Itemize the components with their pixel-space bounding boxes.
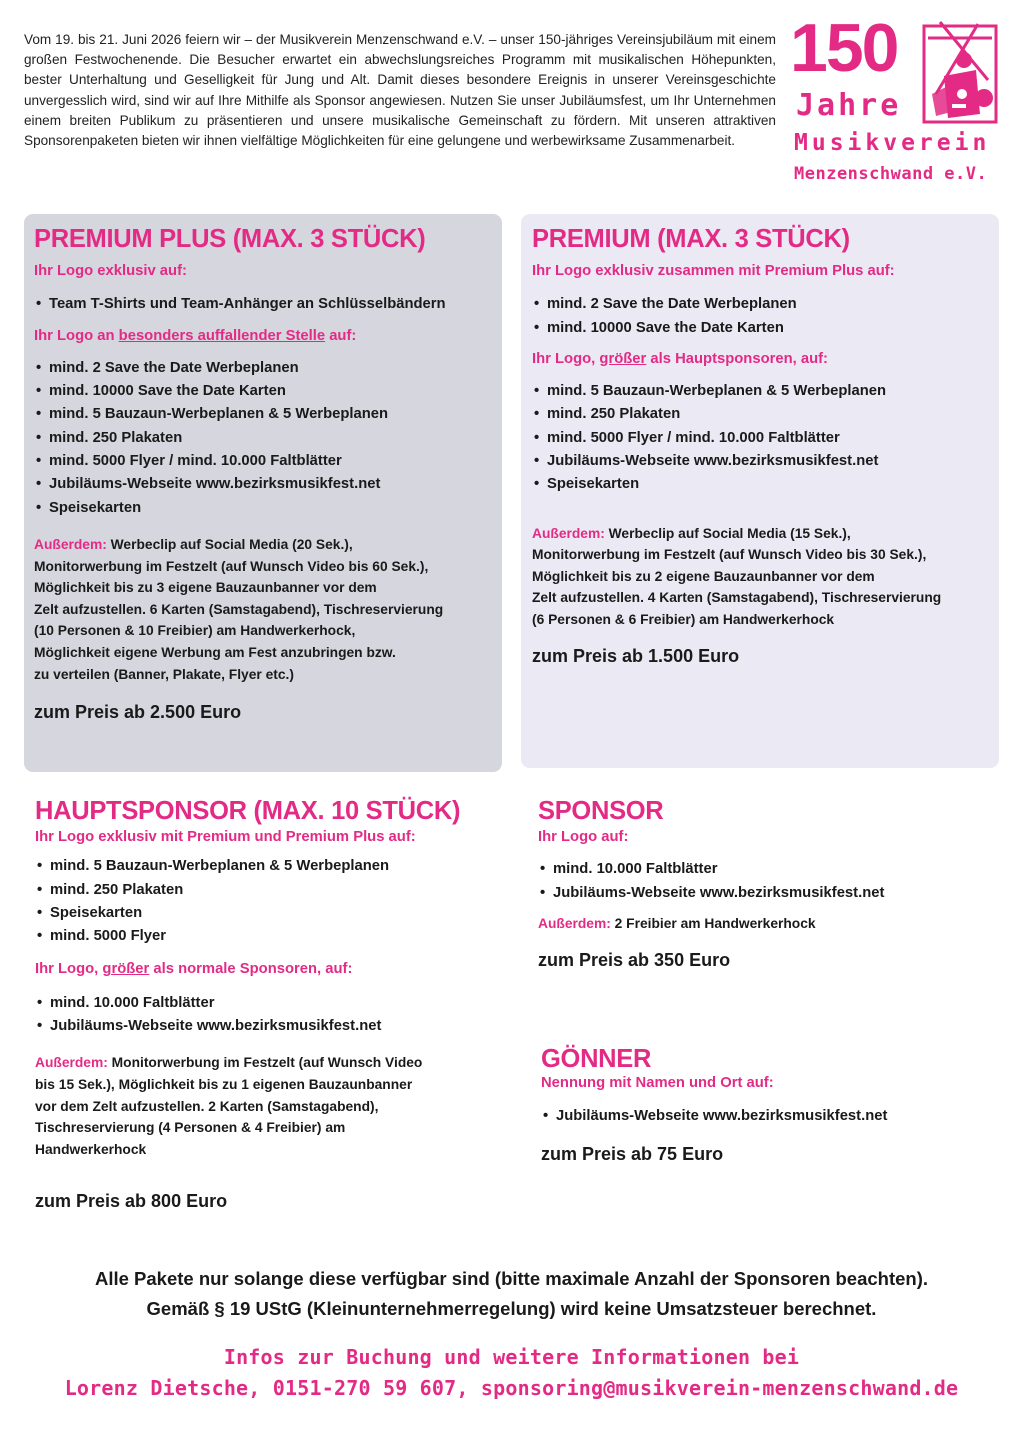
anniversary-logo bbox=[784, 10, 1008, 196]
list-item: • Jubiläums-Webseite www.bezirksmusikfest.net bbox=[35, 1015, 505, 1038]
extra-line: bis 15 Sek.), Möglichkeit bis zu 1 eigenen Bauzaunbanner bbox=[35, 1076, 413, 1092]
goenner-price: zum Preis ab 75 Euro bbox=[541, 1143, 724, 1164]
extra-label: Außerdem: bbox=[538, 915, 611, 931]
sponsor-title: SPONSOR bbox=[538, 797, 664, 825]
premium-price: zum Preis ab 1.500 Euro bbox=[532, 645, 740, 666]
sponsor-sub1: Ihr Logo auf: bbox=[538, 829, 629, 845]
intro-paragraph: Vom 19. bis 21. Juni 2026 feiern wir – der Musikverein Menzenschwand e.V. – unser 150-jähriges Vereinsjubiläum mit einem großen Festwochenende. Die Besucher erwartet ein abwechslungsreiches Programm mit musikalischen Höhepunkten, bester Unterhaltung und Geselligkeit für Jung und Alt. Damit dieses besondere Ereignis in unserer Vereinsgeschichte unvergesslich wird, sind wir auf Ihre Mithilfe als Sponsor angewiesen. Nutzen Sie unser Jubiläumsfest, um Ihr Unternehmen einem breiten Publikum zu präsentieren und unsere musikalische Gemeinschaft zu fördern. Mit unseren attraktiven Sponsorenpaketen bieten wir ihnen vielfältige Möglichkeiten für eine gelungene und werbewirksame Zusammenarbeit. bbox=[24, 32, 776, 149]
extra-line: Zelt aufzustellen. 4 Karten (Samstagabend), Tischreservierung bbox=[532, 590, 942, 606]
list-item: • Team T-Shirts und Team-Anhänger an Schlüsselbändern bbox=[34, 293, 496, 316]
premium-extras bbox=[532, 523, 994, 631]
extra-line: Handwerkerhock bbox=[35, 1141, 147, 1157]
list-item: • Speisekarten bbox=[35, 902, 505, 925]
hauptsponsor-list1 bbox=[35, 855, 505, 948]
footer-contact bbox=[0, 1342, 1023, 1404]
extra-line: zu verteilen (Banner, Plakate, Flyer etc.) bbox=[34, 666, 294, 682]
list-item: • mind. 10.000 Faltblätter bbox=[538, 858, 998, 881]
extra-line: Monitorwerbung im Festzelt (auf Wunsch Video bis 60 Sek.), bbox=[34, 558, 429, 574]
goenner-sub1: Nennung mit Namen und Ort auf: bbox=[541, 1075, 774, 1091]
extra-text: 2 Freibier am Handwerkerhock bbox=[610, 915, 816, 931]
premium-plus-sub1: Ihr Logo exklusiv auf: bbox=[34, 263, 187, 279]
extra-text: Werbeclip auf Social Media (15 Sek.), bbox=[604, 525, 851, 541]
extra-text: Monitorwerbung im Festzelt (auf Wunsch Video bbox=[107, 1055, 423, 1071]
list-item: • mind. 250 Plakaten bbox=[532, 403, 994, 426]
list-item: • mind. 5000 Flyer / mind. 10.000 Faltblätter bbox=[34, 450, 496, 473]
list-item: • mind. 5000 Flyer bbox=[35, 925, 505, 948]
premium-plus-price: zum Preis ab 2.500 Euro bbox=[34, 702, 242, 723]
premium-package bbox=[532, 224, 994, 668]
extra-label: Außerdem: bbox=[34, 536, 107, 552]
logo-menzenschwand: Menzenschwand e.V. bbox=[794, 164, 988, 184]
logo-number: 150 bbox=[790, 10, 898, 86]
hauptsponsor-price: zum Preis ab 800 Euro bbox=[35, 1191, 228, 1212]
sub-underlined: größer bbox=[102, 961, 150, 978]
extra-line: Möglichkeit eigene Werbung am Fest anzubringen bzw. bbox=[34, 644, 396, 660]
list-item: • Jubiläums-Webseite www.bezirksmusikfest.net bbox=[541, 1105, 997, 1128]
extra-label: Außerdem: bbox=[532, 525, 605, 541]
hauptsponsor-sub2 bbox=[35, 958, 505, 981]
sub-underlined: besonders auffallender Stelle bbox=[118, 327, 326, 344]
hauptsponsor-extras bbox=[35, 1052, 505, 1160]
availability-note: Alle Pakete nur solange diese verfügbar sind (bitte maximale Anzahl der Sponsoren beachten). bbox=[94, 1268, 929, 1289]
goenner-package bbox=[541, 1044, 997, 1166]
extra-line: (10 Personen & 10 Freibier) am Handwerkerhock, bbox=[34, 623, 356, 639]
footer-notes bbox=[0, 1264, 1023, 1324]
list-item: • mind. 5000 Flyer / mind. 10.000 Faltblätter bbox=[532, 427, 994, 450]
list-item: • mind. 250 Plakaten bbox=[35, 879, 505, 902]
extra-line bbox=[34, 534, 496, 556]
sub-text: auf: bbox=[325, 327, 357, 344]
musician-illustration-icon bbox=[918, 18, 1002, 130]
goenner-title: GÖNNER bbox=[541, 1045, 652, 1073]
sponsor-price: zum Preis ab 350 Euro bbox=[538, 950, 731, 971]
extra-line: Monitorwerbung im Festzelt (auf Wunsch Video bis 30 Sek.), bbox=[532, 547, 927, 563]
list-item: • mind. 5 Bauzaun-Werbeplanen & 5 Werbeplanen bbox=[35, 855, 505, 878]
extra-line: Tischreservierung (4 Personen & 4 Freibier) am bbox=[35, 1120, 346, 1136]
list-item: • mind. 2 Save the Date Werbeplanen bbox=[532, 293, 994, 316]
premium-plus-list2 bbox=[34, 357, 496, 520]
list-item: • Jubiläums-Webseite www.bezirksmusikfest.net bbox=[532, 450, 994, 473]
tax-note: Gemäß § 19 UStG (Kleinunternehmerregelung) wird keine Umsatzsteuer berechnet. bbox=[146, 1298, 877, 1319]
sub-underlined: größer bbox=[599, 350, 647, 367]
list-item: • Speisekarten bbox=[34, 497, 496, 520]
premium-plus-sub2 bbox=[34, 325, 496, 348]
list-item: • mind. 5 Bauzaun-Werbeplanen & 5 Werbeplanen bbox=[532, 380, 994, 403]
contact-heading: Infos zur Buchung und weitere Informationen bei bbox=[223, 1345, 800, 1369]
list-item: • mind. 250 Plakaten bbox=[34, 427, 496, 450]
hauptsponsor-package bbox=[35, 796, 505, 1214]
hauptsponsor-list2 bbox=[35, 992, 505, 1039]
extra-line: Zelt aufzustellen. 6 Karten (Samstagabend), Tischreservierung bbox=[34, 601, 444, 617]
premium-plus-title: PREMIUM PLUS (MAX. 3 STÜCK) bbox=[34, 225, 426, 253]
list-item: • mind. 2 Save the Date Werbeplanen bbox=[34, 357, 496, 380]
sub-text: Ihr Logo an bbox=[34, 327, 119, 344]
list-item: • mind. 10.000 Faltblätter bbox=[35, 992, 505, 1015]
extra-line bbox=[35, 1052, 505, 1074]
extra-line: Möglichkeit bis zu 2 eigene Bauzaunbanner vor dem bbox=[532, 568, 875, 584]
list-item: • mind. 10000 Save the Date Karten bbox=[532, 317, 994, 340]
sponsor-extras bbox=[538, 913, 998, 935]
premium-list1 bbox=[532, 293, 994, 340]
extra-label: Außerdem: bbox=[35, 1055, 108, 1071]
sub-text: Ihr Logo, bbox=[35, 961, 103, 978]
extra-text: Werbeclip auf Social Media (20 Sek.), bbox=[106, 536, 353, 552]
premium-plus-list1 bbox=[34, 293, 496, 316]
goenner-list1 bbox=[541, 1105, 997, 1128]
premium-plus-package bbox=[34, 224, 496, 724]
premium-plus-extras bbox=[34, 534, 496, 685]
list-item: • mind. 5 Bauzaun-Werbeplanen & 5 Werbeplanen bbox=[34, 403, 496, 426]
premium-title: PREMIUM (MAX. 3 STÜCK) bbox=[532, 225, 850, 253]
list-item: • Jubiläums-Webseite www.bezirksmusikfest.net bbox=[34, 473, 496, 496]
list-item: • mind. 10000 Save the Date Karten bbox=[34, 380, 496, 403]
list-item: • Speisekarten bbox=[532, 473, 994, 496]
sponsor-package bbox=[538, 796, 998, 973]
hauptsponsor-title: HAUPTSPONSOR (MAX. 10 STÜCK) bbox=[35, 797, 461, 825]
sub-text: als Hauptsponsoren, auf: bbox=[646, 350, 828, 367]
extra-line: Möglichkeit bis zu 3 eigene Bauzaunbanner vor dem bbox=[34, 580, 377, 596]
sponsor-list1 bbox=[538, 858, 998, 905]
premium-list2 bbox=[532, 380, 994, 496]
sub-text: als normale Sponsoren, auf: bbox=[149, 961, 353, 978]
premium-sub1: Ihr Logo exklusiv zusammen mit Premium Plus auf: bbox=[532, 263, 895, 279]
premium-sub2 bbox=[532, 348, 994, 371]
extra-line: vor dem Zelt aufzustellen. 2 Karten (Samstagabend), bbox=[35, 1098, 379, 1114]
hauptsponsor-sub1: Ihr Logo exklusiv mit Premium und Premium Plus auf: bbox=[35, 829, 416, 845]
extra-line bbox=[532, 523, 994, 545]
list-item: • Jubiläums-Webseite www.bezirksmusikfest.net bbox=[538, 882, 998, 905]
contact-details: Lorenz Dietsche, 0151-270 59 607, sponsoring@musikverein-menzenschwand.de bbox=[64, 1376, 959, 1400]
extra-line: (6 Personen & 6 Freibier) am Handwerkerhock bbox=[532, 612, 835, 628]
logo-jahre: Jahre bbox=[796, 88, 902, 123]
logo-musikverein: Musikverein bbox=[794, 130, 991, 156]
sub-text: Ihr Logo, bbox=[532, 350, 600, 367]
